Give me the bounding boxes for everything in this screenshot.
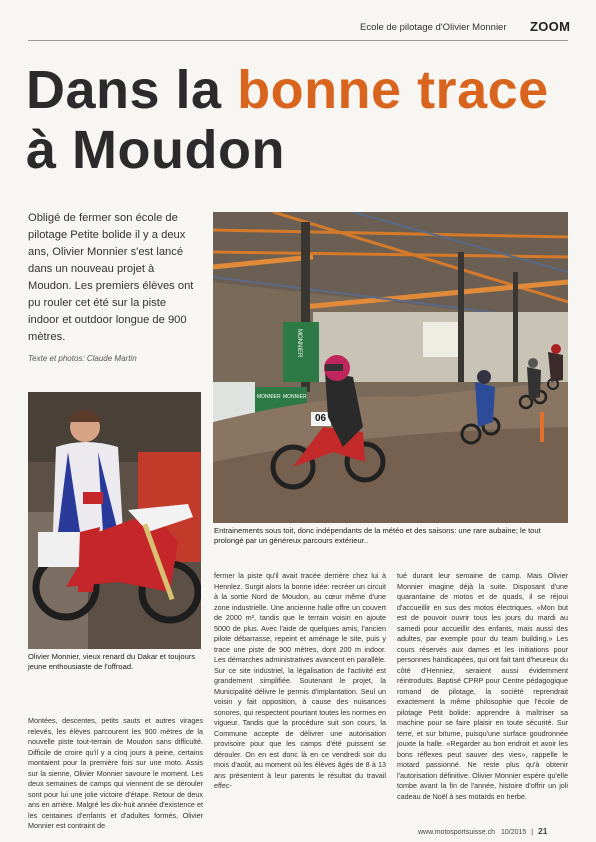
body-column-2: fermer la piste qu'il avait tracée derrière chez lui à Hennlez. Surgit alors la bonne idée: recréer un circuit à la sortie Nord de Moudon, au cœur même d'une zone industrielle. Une ancienne halle offre un couvert de 2000 m², tandis que le terrain voisin en ajoute 5000 de plus. Avec l'aide de quelques amis, l'ancien pilote débarrasse, repeint et aménage le site, puis y trace une piste de 900 mètres, dont 200 m indoor. Les démarches administratives avancent en parallèle. Sur ce site industriel, la légalisation de l'activité est grandement simplifiée. Soutenant le projet, la Municipalité délivre le permis d'implantation. Seul un voisin y fait opposition, à cause des nuisances sonores, qui respectent pourtant toutes les normes en vigueur. Tandis que la procédure suit son cours, la Commune accepte de délivrer une autorisation provisoire pour que les camps d'été puissent se dérouler. On en est donc là en ce vendredi soir du mois d'août, au moment où les élèves âgés de 8 à 13 ans présentent à leur parents le résultat du travail effec- (214, 571, 386, 790)
footer-issue: 10/2015 (500, 829, 527, 836)
intro-text: Obligé de fermer son école de pilotage Petite bolide il y a deux ans, Olivier Monnier s'est lancé dans un nouveau projet à Moudon. Les premiers élèves ont pu rouler cet été sur la piste indoor et outdoor longue de 900 mètres. (28, 212, 194, 343)
headline-line-2: à Moudon (26, 120, 285, 180)
section-title: Ecole de pilotage d'Olivier Monnier (360, 22, 507, 33)
section-tag: ZOOM (530, 19, 571, 34)
headline (26, 60, 549, 180)
photo-credit: Texte et photos: Claude Martin (28, 354, 137, 363)
headline-line-1 (26, 60, 549, 120)
rider-number: 06 (315, 413, 327, 424)
headline-highlight: bonne trace (237, 60, 549, 120)
hall-photo-image (213, 212, 568, 523)
banner-text-3: MONNIER (283, 394, 307, 400)
headline-prefix: Dans la (26, 60, 238, 120)
body-column-3: tué durant leur semaine de camp. Mais Olivier Monnier imagine déjà la suite. Disposant d'une quarantaine de motos et de quads, il se réjoui d'accueillir en sus des motos électriques. «Mon but est de pouvoir ouvrir tous les jours du mardi au samedi pour accueillir des enfants, mais aussi des adultes, par exemple pour du team building.» Les cours réservés aux dames et les initiations pour personnes handicapées, qui ont fait tant d'heureux du côté d'Henniez, seraient aussi évidemment réintroduits. Baptisé CPRP pour Centre pédagogique romand de pilotage, la société reprendrait exactement la même philosophie que l'école de pilotage Petit bolide: apprendre à maîtriser sa machine pour se faire plaisir en toute sécurité. Sur terre, et sur bitume, puisqu'une surface goudronnée jouxte la halle. «Regarder au bon endroit et avoir les bons réflexes peut sauver des vies», rappelle le motard passionné. Ne reste plus qu'à obtenir l'autorisation définitive. Olivier Monnier espère qu'elle tombe avant la fin de l'année, histoire d'offrir un joli cadeau de Noël à ses motards en herbe. (397, 571, 568, 801)
header-divider (28, 40, 568, 41)
portrait-photo-image (28, 392, 201, 649)
footer-site: www.motosportsuisse.ch (418, 829, 496, 836)
page-footer (418, 826, 548, 836)
page-number: 21 (538, 826, 548, 836)
body-column-1: Montées, descentes, petits sauts et autres virages relevés, les élèves parcourent les 900 mètres de la nouvelle piste tout-terrain de Moudon sans difficulté. Difficile de croire qu'il y a cinq jours à peine, certains montaient pour la première fois sur une moto. Assis sur la sienne, Olivier Monnier savoure le moment. Les deux semaines de camps qui viennent de se dérouler sont pour lui une jolie victoire d'étape. Retour de deux ans en arrière. Malgré les dix-huit année d'existence et les centaines d'enfants et d'adultes formés, Olivier Monnier est contraint de (28, 716, 203, 830)
portrait-photo-caption: Olivier Monnier, vieux renard du Dakar et toujours jeune enthousiaste de l'offroad. (28, 652, 196, 671)
banner-text-1: MONNIER (296, 329, 302, 358)
banner-text-2: MONNIER (257, 394, 281, 400)
portrait-photo (28, 392, 201, 649)
hall-photo (213, 212, 568, 523)
footer-separator: | (531, 829, 534, 836)
hall-photo-caption: Entrainements sous toit, donc indépendants de la météo et des saisons: une rare aubaine; le tout prolongé par un généreux parcours extérieur.. (214, 526, 541, 545)
